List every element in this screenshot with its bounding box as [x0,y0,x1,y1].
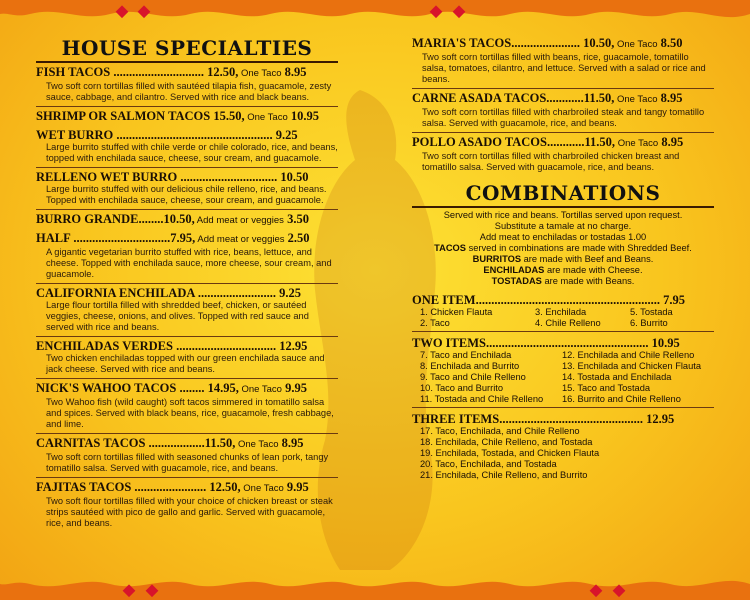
combo-option: 9. Taco and Chile Relleno [420,372,526,382]
single-label: One Taco [244,112,288,123]
single-price: 3.50 [283,212,309,226]
single-label: One Taco [238,68,282,79]
group-price: 12.95 [642,412,675,426]
item-price: 11.50, [583,91,615,105]
item-separator [412,132,714,133]
item-separator [36,283,338,284]
group-name: THREE ITEMS [412,412,500,426]
menu-item [412,36,714,85]
single-label: Add meat or veggies [195,234,285,245]
item-separator [36,378,338,379]
single-label: One Taco [614,39,658,50]
group-separator [412,407,714,408]
item-heading [36,170,338,184]
item-heading [36,65,338,81]
menu-item [36,480,338,529]
item-name: RELLENO WET BURRO [36,170,178,184]
item-price: 15.50, [210,109,245,123]
item-description: Two soft corn tortillas filled with seasoned chunks of lean pork, tangy tomatillo salsa. Served with guacamole, rice, and beans. [46,452,329,473]
item-description: Two soft corn tortillas filled with charbroiled steak and tangy tomatillo salsa. Served with guacamole, rice, and beans. [422,107,705,128]
intro-line [412,265,714,276]
item-name: ENCHILADAS VERDES [36,339,173,353]
leader-dots: ............................. [110,65,204,79]
item-description: A gigantic vegetarian burrito stuffed with rice, beans, lettuce, and cheese. Topped with enchilada sauce, more cheese, sour cream, and guacamole. [46,247,332,279]
single-price: 9.95 [281,381,307,395]
item-price: 11.50, [584,135,616,149]
combo-option: 10. Taco and Burrito [420,383,504,393]
item-name: CARNE ASADA TACOS [412,91,547,105]
burritos-text: are made with Beef and Beans. [521,254,654,264]
intro-line: Substitute a tamale at no charge. [494,221,632,231]
single-price: 8.95 [281,65,307,79]
leader-dots: .................................................. [113,128,273,142]
item-name: FAJITAS TACOS [36,480,132,494]
item-description: Large burrito stuffed with our delicious chile relleno, rice, and beans. Topped with enchilada sauce, cheese, sour cream, and guacamole. [46,184,327,205]
menu-item [36,286,338,333]
leader-dots: ........ [176,381,205,395]
single-price: 8.95 [278,436,304,450]
item-name: FISH TACOS [36,65,111,79]
leader-dots: .................. [145,436,205,450]
tacos-list [412,36,714,173]
item-price: 9.25 [272,128,298,142]
tostadas-label: TOSTADAS [491,276,542,286]
item-price: 12.50, [203,65,239,79]
single-price: 8.95 [658,135,684,149]
item-name: MARIA'S TACOS [412,36,512,50]
menu-item [36,339,338,375]
leader-dots: ................................ [172,339,277,353]
tacos-label: TACOS [434,243,466,253]
menu-item [36,170,338,206]
group-price: 7.95 [659,293,685,307]
leader-dots: ............ [547,135,585,149]
item-price: 11.50, [204,436,236,450]
item-heading [412,36,714,52]
item-name: WET BURRO [36,128,114,142]
item-heading [36,286,338,300]
item-price: 10.50, [163,212,195,226]
combinations-intro [412,210,714,287]
leader-dots: ...................... [511,36,580,50]
item-separator [36,106,338,107]
specialties-list [36,65,338,529]
leader-dots: .................................................... [485,336,649,350]
item-name: SHRIMP OR SALMON TACOS [36,109,211,123]
combo-option: 8. Enchilada and Burrito [420,361,520,371]
top-wave-border [0,0,750,30]
combinations-rule [412,206,714,208]
enchiladas-text: are made with Cheese. [544,265,643,275]
one-item-options [412,307,714,329]
single-label: One Taco [235,439,279,450]
burritos-label: BURRITOS [472,254,522,264]
item-price: 14.95, [204,381,239,395]
item-name: BURRO GRANDE [36,212,139,226]
item-price: 7.95, [170,231,196,245]
single-price: 9.95 [283,480,309,494]
menu-item [36,128,338,164]
two-items-heading [412,336,714,350]
enchiladas-label: ENCHILADAS [483,265,545,275]
item-separator [36,336,338,337]
item-heading [36,339,338,353]
item-separator [412,88,714,89]
menu-item [36,381,338,430]
single-label: One Taco [615,138,659,149]
menu-item [412,91,714,129]
combo-option: 16. Burrito and Chile Relleno [562,394,681,404]
item-description: Two soft corn tortillas filled with sautéed tilapia fish, guacamole, zesty sauce, cabbage, and cilantro. Served with rice and black beans. [46,81,332,102]
bottom-wave-border [0,570,750,600]
combo-option: 21. Enchilada, Chile Relleno, and Burrito [420,470,588,480]
item-name: NICK'S WAHOO TACOS [36,381,177,395]
group-name: TWO ITEMS [412,336,486,350]
menu-item [36,109,338,125]
tostadas-text: are made with Beans. [541,276,635,286]
single-label: Add meat or veggies [194,215,284,226]
item-price: 12.95 [276,339,308,353]
group-separator [412,331,714,332]
leader-dots: ......................... [194,286,276,300]
item-description: Two Wahoo fish (wild caught) soft tacos simmered in tomatillo salsa and spices. Served with black beans, rice, guacamole, fresh cabbage, and lime. [46,397,334,429]
single-label: One Taco [240,483,284,494]
single-price: 8.50 [657,36,683,50]
single-price: 10.95 [287,109,319,123]
group-price: 10.95 [648,336,680,350]
item-price: 12.50, [206,480,241,494]
leader-dots: ........ [138,212,164,226]
house-specialties-title: HOUSE SPECIALTIES [61,36,313,60]
item-heading [36,436,338,452]
combo-option: 12. Enchilada and Chile Relleno [562,350,695,360]
item-heading [412,135,714,151]
item-description: Two chicken enchiladas topped with our green enchilada sauce and jack cheese. Served with rice and beans. [46,353,325,374]
item-separator [36,477,338,478]
one-item-heading [412,293,714,307]
three-items-heading [412,412,714,426]
menu-item [36,436,338,474]
combo-option: 14. Tostada and Enchilada [562,372,672,382]
leader-dots: ............................... [177,170,278,184]
item-price: 10.50, [579,36,615,50]
combo-option: 5. Tostada [630,307,673,317]
combo-option: 4. Chile Relleno [535,318,601,328]
intro-line: Add meat to enchiladas or tostadas 1.00 [479,232,647,242]
item-heading [36,381,338,397]
two-items-options [412,350,714,405]
tacos-text: served in combinations are made with Shredded Beef. [466,243,692,253]
combo-option: 20. Taco, Enchilada, and Tostada [420,459,557,469]
item-heading [36,128,338,142]
combo-option: 1. Chicken Flauta [420,307,493,317]
single-price: 8.95 [657,91,683,105]
group-name: ONE ITEM [412,293,476,307]
combo-option: 6. Burrito [630,318,668,328]
leader-dots: ............................... [70,231,171,245]
item-separator [36,209,338,210]
single-label: One Taco [614,94,658,105]
item-separator [36,433,338,434]
intro-line [412,254,714,265]
intro-line [412,243,714,254]
menu-item [36,231,338,280]
single-price: 2.50 [284,231,310,245]
right-column [412,36,714,481]
item-heading [412,91,714,107]
item-heading [36,109,338,125]
item-description: Large flour tortilla filled with shredded beef, chicken, or sautéed veggies, cheese, onions, and olives. Topped with red sauce and served with rice and beans. [46,300,309,332]
leader-dots: .............................................. [499,412,643,426]
item-description: Two soft corn tortillas filled with beans, rice, guacamole, tomatillo salsa, tomatoes, cilantro, and lettuce. Served with a salad or rice and beans. [422,52,706,84]
combo-option: 15. Taco and Tostada [562,383,651,393]
item-description: Two soft corn tortillas filled with charbroiled chicken breast and tomatillo salsa. Served with guacamole, rice, and beans. [422,151,680,172]
house-specialties-column [36,36,338,532]
combo-option: 18. Enchilada, Chile Relleno, and Tostada [420,437,593,447]
intro-line [412,276,714,287]
combinations-title: COMBINATIONS [465,181,661,205]
combo-option: 11. Tostada and Chile Relleno [420,394,544,404]
combo-option: 7. Taco and Enchilada [420,350,512,360]
item-price: 9.25 [275,286,301,300]
item-name: HALF [36,231,71,245]
item-heading [36,212,338,228]
item-description: Large burrito stuffed with chile verde or chile colorado, rice, and beans, topped with enchilada sauce, cheese, sour cream, and guacamole. [46,142,338,163]
combo-option: 19. Enchilada, Tostada, and Chicken Flauta [420,448,600,458]
leader-dots: ........................................................... [475,293,660,307]
item-separator [36,167,338,168]
menu-item [412,135,714,173]
leader-dots: ....................... [131,480,207,494]
intro-line: Served with rice and beans. Tortillas served upon request. [443,210,683,220]
item-price: 10.50 [277,170,309,184]
item-name: CARNITAS TACOS [36,436,146,450]
three-items-options [412,426,714,481]
menu-item [36,65,338,103]
item-description: Two soft flour tortillas filled with your choice of chicken breast or steak strips sautéed with pico de gallo and garlic. Served with guacamole, rice, and beans. [46,496,333,528]
single-label: One Taco [238,384,282,395]
combo-option: 17. Taco, Enchilada, and Chile Relleno [420,426,580,436]
leader-dots: ............ [546,91,584,105]
combo-option: 2. Taco [420,318,450,328]
combo-option: 3. Enchilada [535,307,587,317]
menu-item [36,212,338,228]
title-rule [36,61,338,63]
combo-option: 13. Enchilada and Chicken Flauta [562,361,702,371]
item-name: POLLO ASADO TACOS [412,135,547,149]
item-heading [36,231,338,247]
item-name: CALIFORNIA ENCHILADA [36,286,195,300]
item-heading [36,480,338,496]
